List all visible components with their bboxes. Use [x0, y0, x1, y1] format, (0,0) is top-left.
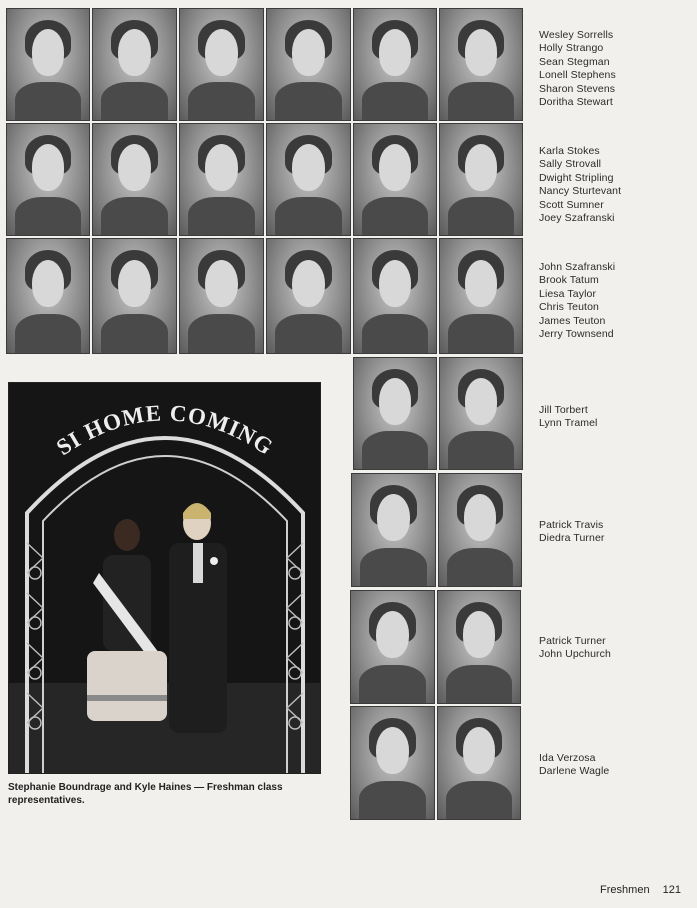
- name-jerry-townsend: Jerry Townsend: [539, 328, 614, 341]
- name-list-row-3: [539, 261, 615, 341]
- name-wesley-sorrells: Wesley Sorrells: [539, 29, 614, 41]
- page-number: 121: [662, 884, 681, 896]
- portrait-nancy-sturtevant: [266, 123, 351, 236]
- name-sharon-stevens: Sharon Stevens: [539, 82, 616, 95]
- portrait-diedra-turner: [438, 473, 522, 587]
- name-james-teuton: James Teuton: [539, 314, 606, 327]
- name-jill-torbert: Jill Torbert: [539, 404, 588, 416]
- name-lonell-stephens: Lonell Stephens: [539, 69, 616, 82]
- name-list-pair-3: [539, 635, 611, 662]
- name-darlene-wagle: Darlene Wagle: [539, 765, 610, 778]
- name-patrick-travis: Patrick Travis: [539, 519, 604, 531]
- name-brook-tatum: Brook Tatum: [539, 274, 599, 287]
- homecoming-arch-illustration: [9, 383, 321, 774]
- portrait-john-szafranski: [6, 238, 90, 354]
- name-dwight-stripling: Dwight Stripling: [539, 171, 614, 184]
- portrait-lonell-stephens: [266, 8, 351, 121]
- name-list-row-2: [539, 145, 621, 225]
- name-list-pair-4: [539, 752, 609, 779]
- name-sean-stegman: Sean Stegman: [539, 55, 610, 68]
- portrait-darlene-wagle: [437, 706, 521, 820]
- name-list-row-1: [539, 29, 616, 109]
- portrait-sean-stegman: [179, 8, 264, 121]
- portrait-liesa-taylor: [179, 238, 264, 354]
- name-ida-verzosa: Ida Verzosa: [539, 752, 596, 764]
- photo-caption: Stephanie Boundrage and Kyle Haines — Freshman class representatives.: [8, 782, 283, 806]
- portrait-brook-tatum: [92, 238, 177, 354]
- name-john-upchurch: John Upchurch: [539, 648, 611, 661]
- portrait-holly-strango: [92, 8, 177, 121]
- portrait-ida-verzosa: [350, 706, 435, 820]
- name-patrick-turner: Patrick Turner: [539, 635, 606, 647]
- portrait-chris-teuton: [266, 238, 351, 354]
- arch-sign-text: SI HOME COMING: [51, 400, 279, 461]
- name-chris-teuton: Chris Teuton: [539, 301, 599, 314]
- portrait-john-upchurch: [437, 590, 521, 704]
- portrait-james-teuton: [353, 238, 437, 354]
- name-doritha-stewart: Doritha Stewart: [539, 96, 613, 109]
- name-sally-strovall: Sally Strovall: [539, 158, 602, 171]
- portrait-joey-szafranski: [439, 123, 523, 236]
- page-footer: [600, 884, 681, 896]
- portrait-sharon-stevens: [353, 8, 437, 121]
- portrait-patrick-turner: [350, 590, 435, 704]
- section-label: Freshmen: [600, 884, 650, 896]
- name-list-pair-1: [539, 404, 598, 431]
- name-joey-szafranski: Joey Szafranski: [539, 212, 615, 225]
- portrait-wesley-sorrells: [6, 8, 90, 121]
- portrait-sally-strovall: [92, 123, 177, 236]
- name-list-pair-2: [539, 519, 605, 546]
- name-lynn-tramel: Lynn Tramel: [539, 417, 598, 430]
- name-scott-sumner: Scott Sumner: [539, 198, 604, 211]
- name-diedra-turner: Diedra Turner: [539, 532, 605, 545]
- portrait-patrick-travis: [351, 473, 436, 587]
- portrait-jill-torbert: [353, 357, 437, 470]
- name-john-szafranski: John Szafranski: [539, 261, 616, 273]
- portrait-jerry-townsend: [439, 238, 523, 354]
- homecoming-photo: [8, 382, 321, 774]
- portrait-dwight-stripling: [179, 123, 264, 236]
- portrait-scott-sumner: [353, 123, 437, 236]
- name-nancy-sturtevant: Nancy Sturtevant: [539, 185, 622, 198]
- portrait-karla-stokes: [6, 123, 90, 236]
- name-liesa-taylor: Liesa Taylor: [539, 287, 597, 300]
- portrait-doritha-stewart: [439, 8, 523, 121]
- name-karla-stokes: Karla Stokes: [539, 145, 600, 157]
- portrait-lynn-tramel: [439, 357, 523, 470]
- name-holly-strango: Holly Strango: [539, 42, 604, 55]
